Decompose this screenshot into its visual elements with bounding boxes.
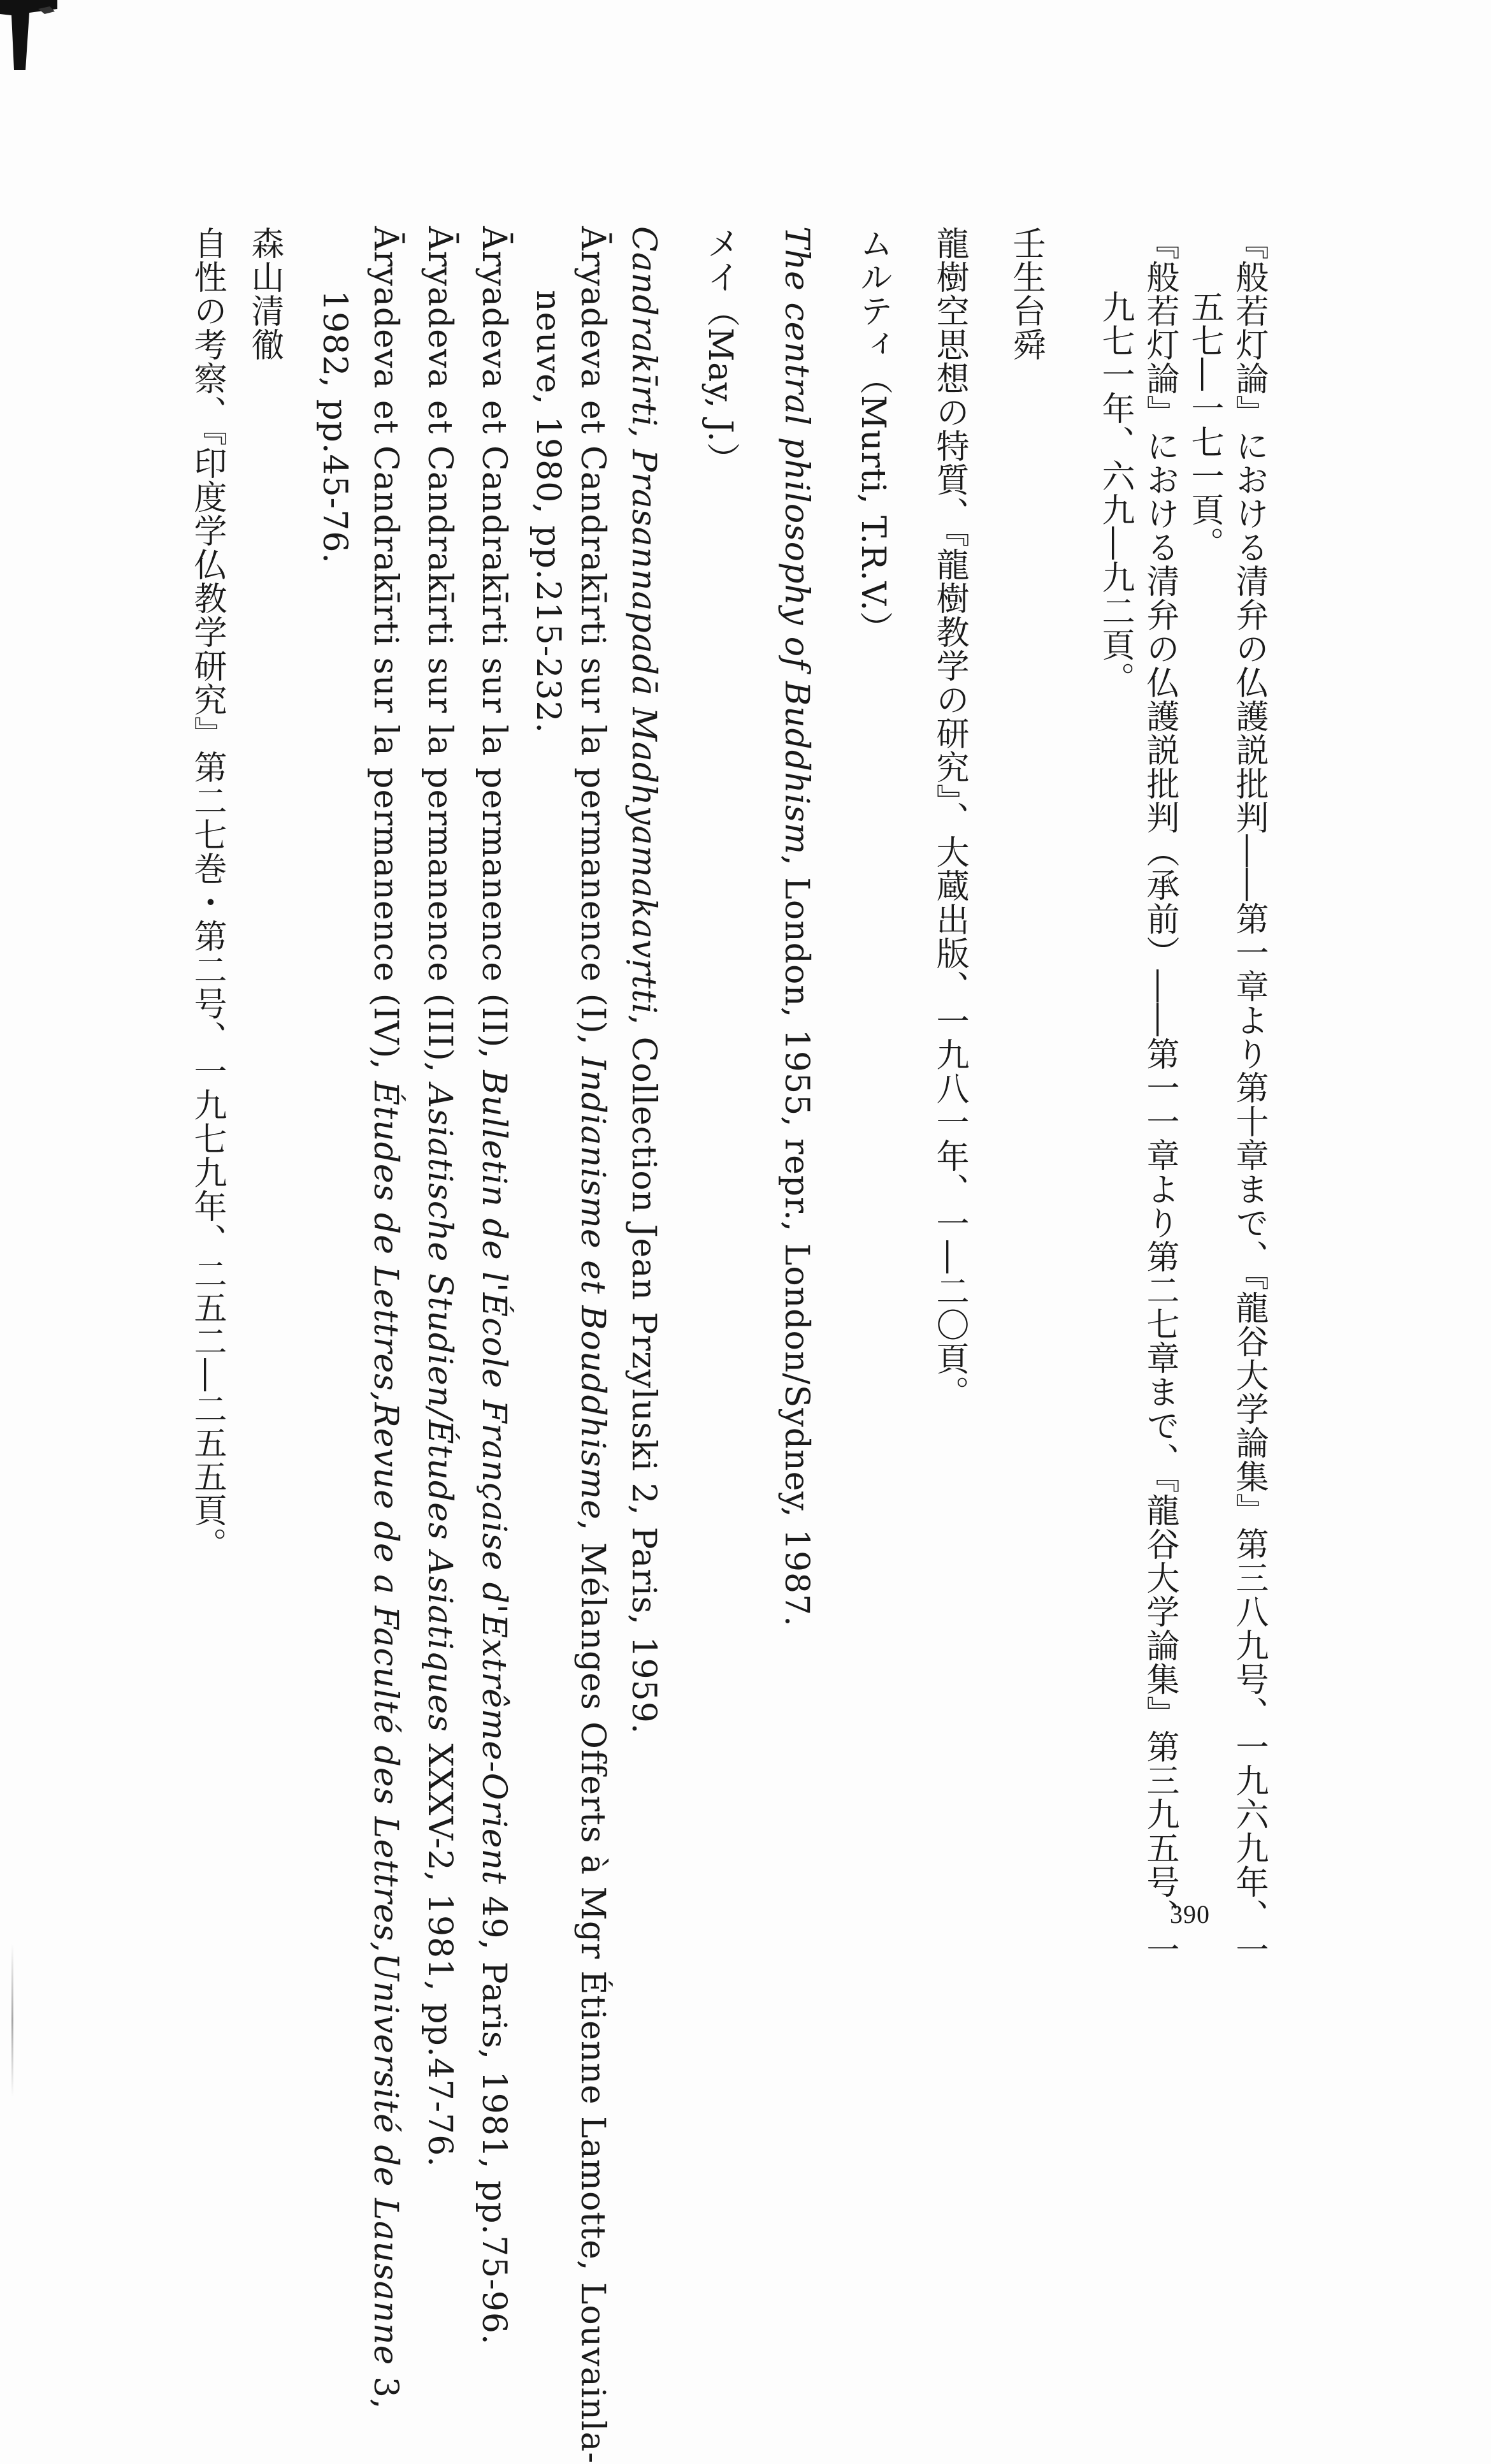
scan-corner-mark xyxy=(0,0,57,70)
title-italic: Études de Lettres,Revue de a Faculté des Lettres,Université de Lausanne xyxy=(366,1081,405,2366)
ref-line-11 xyxy=(573,226,612,2464)
ref-line-10 xyxy=(624,226,663,1734)
title-italic: Indianisme et Bouddhisme xyxy=(573,1056,612,1520)
ref-line-16: 1982, pp.45-76. xyxy=(315,290,354,564)
author-heading-mibu: 壬生台舜 xyxy=(1007,226,1045,361)
ref-line-2: 五七―一七一頁。 xyxy=(1185,290,1223,560)
author-heading-moriyama: 森山清徹 xyxy=(245,226,284,361)
ref-line-4: 九七一年、六九―九二頁。 xyxy=(1096,290,1134,695)
ref-head: Āryadeva et Candrakīrti sur la permanence (IV), xyxy=(366,226,405,1082)
ref-line-14 xyxy=(421,226,459,2168)
ref-head: Āryadeva et Candrakīrti sur la permanence (II), xyxy=(475,226,513,1071)
ref-tail: XXXV-2, 1981, pp.47-76. xyxy=(421,1732,459,2168)
ref-line-13 xyxy=(475,226,513,2345)
title-italic: The central philosophy of Buddhism xyxy=(777,226,816,855)
title-italic: Bulletin de l'École Française d'Extrême-Orient xyxy=(475,1070,513,1885)
ref-head: Āryadeva et Candrakīrti sur la permanence (III), xyxy=(421,226,459,1084)
scan-edge-shadow xyxy=(11,1944,13,2097)
ref-tail: , London, 1955, repr., London/Sydney, 1987. xyxy=(777,855,816,1627)
title-italic: Candrakīrti, Prasannapadā Madhyamakavṛtti xyxy=(624,226,663,1015)
page-number: 390 xyxy=(1170,1900,1210,1929)
ref-tail: , Mélanges Offerts à Mgr Étienne Lamotte, Louvainla- xyxy=(573,1519,612,2464)
author-heading-may: メイ（May, J.） xyxy=(701,226,739,477)
ref-line-1: 『般若灯論』における清弁の仏護説批判――第一章より第十章まで、『龍谷大学論集』第三八九号、一九六九年、一 xyxy=(1230,226,1268,1966)
ref-tail: 49, Paris, 1981, pp.75-96. xyxy=(475,1884,513,2345)
ref-line-8 xyxy=(777,226,816,1627)
title-italic: Asiatische Studien/Études Asiatiques xyxy=(421,1083,459,1732)
ref-line-6: 龍樹空思想の特質、『龍樹教学の研究』、大蔵出版、一九八一年、一―二〇頁。 xyxy=(930,226,969,1409)
author-heading-murti: ムルティ（Murti, T.R.V.） xyxy=(854,226,892,646)
ref-line-15 xyxy=(366,226,405,2410)
ref-tail: , Collection Jean Przyluski 2, Paris, 1959. xyxy=(624,1014,663,1735)
ref-line-3: 『般若灯論』における清弁の仏護説批判（承前）――第一一章より第二七章まで、『龍谷大学論集』第三九五号、一 xyxy=(1141,226,1179,1966)
ref-tail: 3, xyxy=(366,2365,405,2410)
ref-line-12: neuve, 1980, pp.215-232. xyxy=(529,290,567,734)
ref-head: Āryadeva et Candrakīrti sur la permanence (I), xyxy=(573,226,612,1057)
ref-line-18: 自性の考察、『印度学仏教学研究』第二七巻・第二号、一九七九年、二五二―二五五頁。 xyxy=(188,226,226,1561)
